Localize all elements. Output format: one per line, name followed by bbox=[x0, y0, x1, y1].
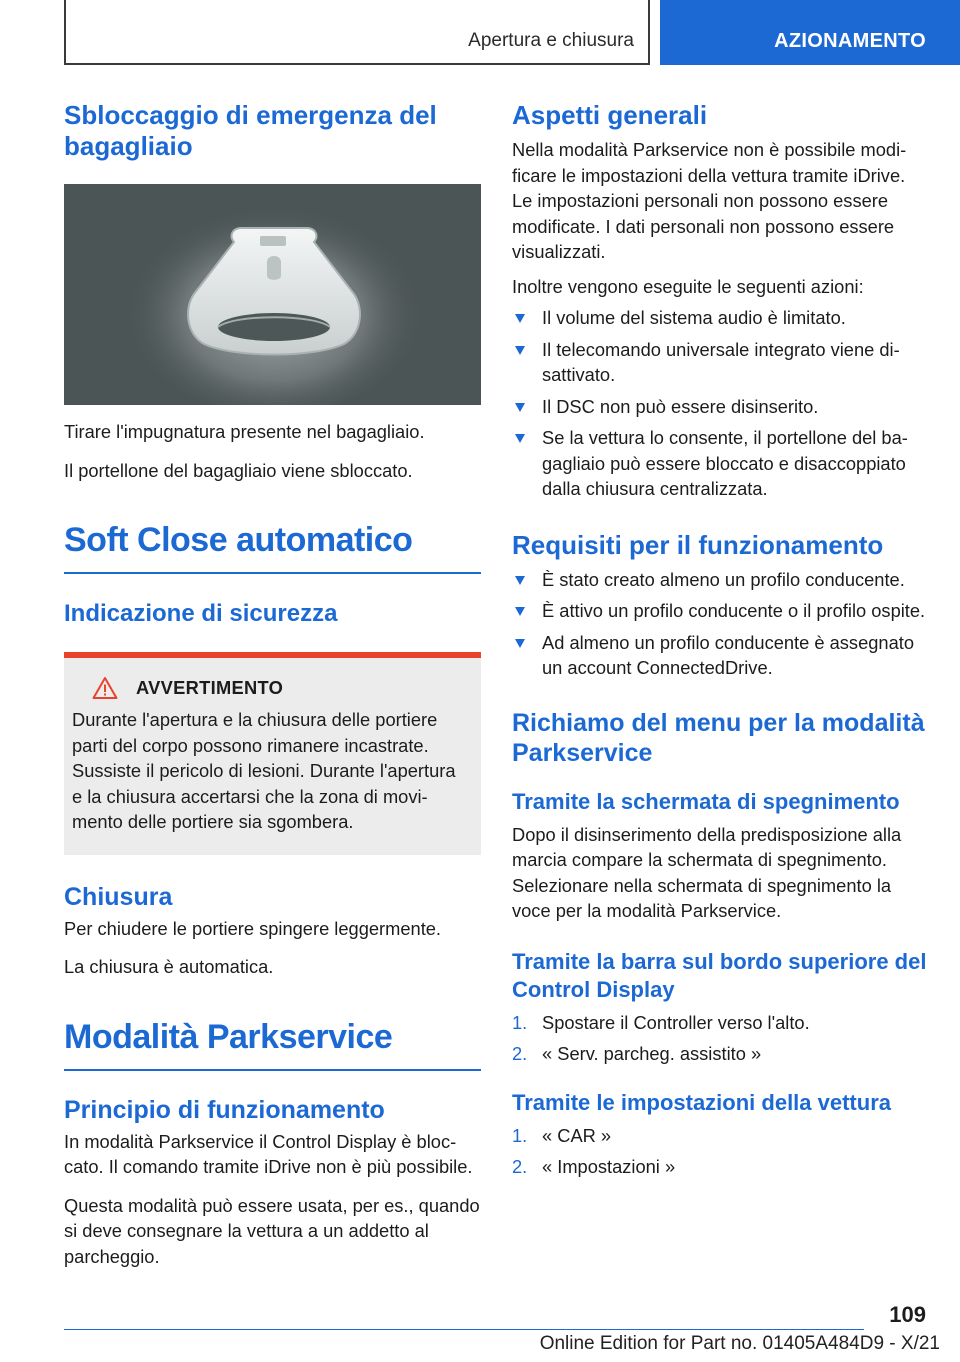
list-item: Il volume del sistema audio è limitato. bbox=[512, 305, 928, 331]
left-column bbox=[64, 100, 481, 1269]
principle-heading: Principio di funzionamento bbox=[64, 1095, 385, 1124]
bullet-triangle-icon bbox=[515, 314, 525, 323]
emergency-release-heading: Sbloccaggio di emergenza del bagagliaio bbox=[64, 100, 437, 161]
bullet-triangle-icon bbox=[515, 346, 525, 355]
shutdown-screen-heading: Tramite la schermata di spegnimento bbox=[512, 788, 900, 814]
bullet-triangle-icon bbox=[515, 576, 525, 585]
right-column bbox=[512, 100, 928, 1180]
closing-paragraph-1: Per chiudere le portiere spingere leggermente. bbox=[64, 917, 442, 939]
trunk-release-handle-photo bbox=[64, 184, 481, 405]
requirements-list bbox=[512, 567, 928, 681]
warning-label: AVVERTIMENTO bbox=[136, 677, 284, 698]
bullet-triangle-icon bbox=[515, 607, 525, 616]
general-paragraph-2: Inoltre vengono eseguite le seguenti azioni: bbox=[512, 275, 864, 297]
general-paragraph-1: Nella modalità Parkservice non è possibile modificare le impostazioni della vettura tramite iDrive. Le impostazioni personali non possono essere modificate. I dati personali non possono essere visualizzati. bbox=[512, 139, 907, 262]
vehicle-settings-steps bbox=[512, 1123, 928, 1180]
footer-edition-text: Online Edition for Part no. 01405A484D9 - X/21 bbox=[539, 1333, 940, 1354]
menu-heading: Richiamo del menu per la modalità Parkservice bbox=[512, 708, 925, 767]
safety-note-heading: Indicazione di sicurezza bbox=[64, 600, 338, 627]
list-item: Il DSC non può essere disinserito. bbox=[512, 394, 928, 420]
warning-box bbox=[64, 652, 481, 855]
vehicle-settings-heading: Tramite le impostazioni della vettura bbox=[512, 1089, 891, 1115]
closing-paragraph-2: La chiusura è automatica. bbox=[64, 956, 274, 977]
footer-rule bbox=[64, 1329, 864, 1330]
softclose-heading-rule bbox=[64, 572, 481, 574]
bullet-triangle-icon bbox=[515, 434, 525, 443]
list-item: 2. « Impostazioni » bbox=[512, 1156, 676, 1177]
top-bar-heading: Tramite la barra sul bordo superiore del Control Display bbox=[512, 948, 927, 1002]
emergency-paragraph-1: Tirare l'impugnatura presente nel bagagliaio. bbox=[64, 421, 425, 442]
header-section-title: Apertura e chiusura bbox=[468, 30, 634, 51]
softclose-heading: Soft Close automatico bbox=[64, 521, 413, 559]
shutdown-screen-paragraph: Dopo il disinserimento della predisposizione alla marcia compare la schermata di spegnimento. Selezionare nella schermata di spegnimento la voce per la modalità Parkservice. bbox=[512, 823, 902, 921]
list-item: È stato creato almeno un profilo conducente. bbox=[512, 567, 928, 593]
list-item: Ad almeno un profilo conducente è assegnato un account ConnectedDrive. bbox=[512, 630, 928, 681]
requirements-heading: Requisiti per il funzionamento bbox=[512, 529, 884, 560]
closing-heading: Chiusura bbox=[64, 882, 173, 911]
bullet-triangle-icon bbox=[515, 639, 525, 648]
warning-text: Durante l'apertura e la chiusura delle portiere parti del corpo possono rimanere incastrate. Sussiste il pericolo di lesioni. Durante l'apertura e la chiusura accertarsi che la zona di movimento delle portiere sia sgombera. bbox=[72, 709, 456, 832]
bullet-triangle-icon bbox=[515, 403, 525, 412]
warning-header bbox=[92, 676, 465, 700]
list-item: 2. « Serv. parcheg. assistito » bbox=[512, 1043, 762, 1064]
principle-paragraph-1: In modalità Parkservice il Control Display è bloccato. Il comando tramite iDrive non è più possibile. bbox=[64, 1130, 473, 1177]
parkservice-heading-rule bbox=[64, 1069, 481, 1071]
list-item: Se la vettura lo consente, il portellone del bagagliaio può essere bloccato e disaccoppiato dalla chiusura centralizzata. bbox=[512, 425, 928, 502]
parkservice-heading: Modalità Parkservice bbox=[64, 1017, 393, 1056]
header-chapter-tab bbox=[660, 0, 960, 65]
general-heading: Aspetti generali bbox=[512, 100, 708, 130]
general-actions-list bbox=[512, 305, 928, 502]
header-section-tab bbox=[64, 0, 650, 65]
emergency-paragraph-2: Il portellone del bagagliaio viene sbloccato. bbox=[64, 459, 413, 481]
list-item: Il telecomando universale integrato viene disattivato. bbox=[512, 337, 928, 388]
trunk-release-handle-illustration bbox=[64, 184, 481, 405]
page-number: 109 bbox=[889, 1302, 926, 1327]
list-item: 1. « CAR » bbox=[512, 1124, 612, 1146]
warning-triangle-icon bbox=[92, 676, 118, 700]
header-chapter-title: AZIONAMENTO bbox=[774, 30, 926, 52]
top-bar-steps bbox=[512, 1010, 928, 1067]
list-item: 1. Spostare il Controller verso l'alto. bbox=[512, 1011, 810, 1033]
list-item: È attivo un profilo conducente o il profilo ospite. bbox=[512, 598, 928, 624]
principle-paragraph-2: Questa modalità può essere usata, per es., quando si deve consegnare la vettura a un addetto al parcheggio. bbox=[64, 1194, 480, 1267]
